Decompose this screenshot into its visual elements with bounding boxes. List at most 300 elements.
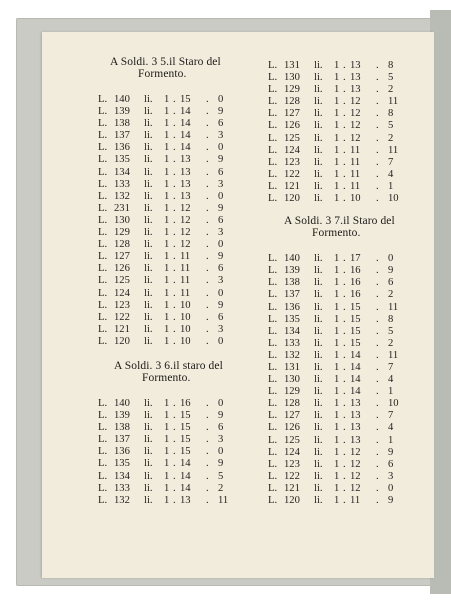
separator: . <box>343 301 346 313</box>
separator: . <box>343 374 346 386</box>
denari-value: 6 <box>218 166 224 178</box>
soldi-value: 12 <box>350 458 361 470</box>
lire-value: 1 <box>164 239 170 251</box>
lire-value: 1 <box>334 482 340 494</box>
denari-value: 3 <box>218 178 224 190</box>
section-heading <box>114 360 248 384</box>
li-label: li. <box>144 275 153 287</box>
lire-amount: 120 <box>284 193 300 205</box>
book-page <box>42 32 434 578</box>
denari-value: 11 <box>388 96 399 108</box>
l-marker: L. <box>98 494 108 506</box>
l-marker: L. <box>268 84 278 96</box>
l-marker: L. <box>268 60 278 71</box>
table-row <box>268 495 418 507</box>
lire-value: 1 <box>334 301 340 313</box>
table-row <box>268 471 418 483</box>
l-marker: L. <box>268 144 278 156</box>
lire-value: 1 <box>334 458 340 470</box>
separator: . <box>376 120 379 132</box>
soldi-value: 14 <box>180 130 191 142</box>
separator: . <box>376 458 379 470</box>
li-label: li. <box>144 214 153 226</box>
soldi-value: 16 <box>350 265 361 277</box>
li-label: li. <box>314 253 323 265</box>
l-marker: L. <box>268 289 278 301</box>
table-row <box>268 120 418 132</box>
li-label: li. <box>314 410 323 422</box>
li-label: li. <box>314 422 323 434</box>
denari-value: 9 <box>218 299 224 311</box>
right-column <box>268 60 418 507</box>
l-marker: L. <box>268 482 278 494</box>
lire-amount: 140 <box>114 397 130 409</box>
separator: . <box>206 470 209 482</box>
lire-amount: 138 <box>284 277 300 289</box>
separator: . <box>343 289 346 301</box>
lire-amount: 122 <box>284 470 300 482</box>
separator: . <box>206 458 209 470</box>
separator: . <box>376 277 379 289</box>
denari-value: 9 <box>218 106 224 118</box>
table-row <box>98 398 248 410</box>
denari-value: 7 <box>388 156 394 168</box>
separator: . <box>376 96 379 108</box>
separator: . <box>173 458 176 470</box>
table-row <box>98 275 248 287</box>
l-marker: L. <box>98 214 108 226</box>
lire-value: 1 <box>164 130 170 142</box>
lire-value: 1 <box>164 494 170 506</box>
table-row <box>98 446 248 458</box>
lire-amount: 124 <box>114 287 130 299</box>
separator: . <box>343 168 346 180</box>
soldi-value: 14 <box>350 349 361 361</box>
separator: . <box>206 275 209 287</box>
li-label: li. <box>314 313 323 325</box>
l-marker: L. <box>268 349 278 361</box>
separator: . <box>206 263 209 275</box>
lire-value: 1 <box>334 180 340 192</box>
l-marker: L. <box>268 361 278 373</box>
soldi-value: 12 <box>180 239 191 251</box>
lire-value: 1 <box>334 72 340 84</box>
lire-amount: 134 <box>284 325 300 337</box>
denari-value: 5 <box>218 470 224 482</box>
table-row <box>98 106 248 118</box>
separator: . <box>376 446 379 458</box>
denari-value: 4 <box>388 374 394 386</box>
separator: . <box>173 130 176 142</box>
denari-value: 1 <box>388 180 394 192</box>
soldi-value: 13 <box>350 410 361 422</box>
separator: . <box>343 349 346 361</box>
li-label: li. <box>144 397 153 409</box>
l-marker: L. <box>268 337 278 349</box>
lire-value: 1 <box>334 277 340 289</box>
denari-value: 0 <box>218 239 224 251</box>
separator: . <box>343 108 346 120</box>
separator: . <box>343 193 346 205</box>
li-label: li. <box>144 482 153 494</box>
lire-value: 1 <box>334 495 340 506</box>
separator: . <box>206 482 209 494</box>
separator: . <box>206 227 209 239</box>
separator: . <box>376 132 379 144</box>
separator: . <box>343 180 346 192</box>
separator: . <box>206 166 209 178</box>
denari-value: 9 <box>218 251 224 263</box>
separator: . <box>376 265 379 277</box>
separator: . <box>343 253 346 265</box>
l-marker: L. <box>98 434 108 446</box>
separator: . <box>376 325 379 337</box>
lire-amount: 121 <box>284 180 300 192</box>
soldi-value: 13 <box>180 494 191 506</box>
soldi-value: 13 <box>350 84 361 96</box>
lire-amount: 134 <box>114 166 130 178</box>
separator: . <box>376 72 379 84</box>
separator: . <box>173 494 176 506</box>
soldi-value: 15 <box>350 301 361 313</box>
l-marker: L. <box>98 142 108 154</box>
table-row <box>98 422 248 434</box>
lire-value: 1 <box>334 144 340 156</box>
separator: . <box>206 214 209 226</box>
lire-value: 1 <box>164 287 170 299</box>
heading-line: A Soldi. 3 7.il Staro del <box>284 215 395 228</box>
lire-value: 1 <box>334 422 340 434</box>
l-marker: L. <box>98 410 108 422</box>
li-label: li. <box>144 311 153 323</box>
denari-value: 0 <box>218 446 224 458</box>
soldi-value: 12 <box>180 202 191 214</box>
separator: . <box>343 277 346 289</box>
separator: . <box>343 337 346 349</box>
denari-value: 0 <box>218 142 224 154</box>
table-row <box>98 142 248 154</box>
separator: . <box>206 190 209 202</box>
denari-value: 0 <box>218 397 224 409</box>
li-label: li. <box>314 168 323 180</box>
lire-value: 1 <box>334 289 340 301</box>
lire-amount: 139 <box>114 106 130 118</box>
soldi-value: 12 <box>180 227 191 239</box>
lire-value: 1 <box>164 446 170 458</box>
separator: . <box>173 106 176 118</box>
table-row <box>98 312 248 324</box>
li-label: li. <box>314 325 323 337</box>
li-label: li. <box>144 458 153 470</box>
lire-value: 1 <box>334 265 340 277</box>
denari-value: 9 <box>218 154 224 166</box>
price-table <box>98 94 248 348</box>
lire-amount: 127 <box>114 251 130 263</box>
lire-value: 1 <box>334 434 340 446</box>
denari-value: 9 <box>218 410 224 422</box>
lire-amount: 131 <box>284 60 300 71</box>
lire-value: 1 <box>334 96 340 108</box>
lire-amount: 121 <box>114 323 130 335</box>
denari-value: 9 <box>218 202 224 214</box>
denari-value: 2 <box>388 289 394 301</box>
li-label: li. <box>314 108 323 120</box>
l-marker: L. <box>98 178 108 190</box>
l-marker: L. <box>268 470 278 482</box>
table-row <box>268 96 418 108</box>
l-marker: L. <box>98 422 108 434</box>
separator: . <box>376 470 379 482</box>
table-row <box>98 495 248 507</box>
l-marker: L. <box>98 299 108 311</box>
soldi-value: 11 <box>180 275 191 287</box>
separator: . <box>173 202 176 214</box>
l-marker: L. <box>98 190 108 202</box>
lire-amount: 127 <box>284 108 300 120</box>
soldi-value: 13 <box>180 154 191 166</box>
lire-amount: 140 <box>114 94 130 105</box>
soldi-value: 11 <box>180 251 191 263</box>
separator: . <box>343 470 346 482</box>
separator: . <box>343 410 346 422</box>
li-label: li. <box>314 193 323 205</box>
separator: . <box>343 446 346 458</box>
soldi-value: 13 <box>350 398 361 410</box>
li-label: li. <box>144 263 153 275</box>
lire-value: 1 <box>334 470 340 482</box>
lire-value: 1 <box>334 60 340 71</box>
separator: . <box>343 132 346 144</box>
lire-value: 1 <box>334 253 340 265</box>
table-row <box>268 145 418 157</box>
lire-amount: 136 <box>284 301 300 313</box>
lire-value: 1 <box>334 410 340 422</box>
li-label: li. <box>144 202 153 214</box>
denari-value: 11 <box>388 349 399 361</box>
heading-line: Formento. <box>312 227 361 240</box>
denari-value: 2 <box>388 337 394 349</box>
separator: . <box>376 60 379 71</box>
separator: . <box>376 337 379 349</box>
l-marker: L. <box>268 96 278 108</box>
soldi-value: 10 <box>180 335 191 347</box>
table-row <box>268 302 418 314</box>
lire-amount: 130 <box>284 374 300 386</box>
li-label: li. <box>144 299 153 311</box>
denari-value: 3 <box>218 323 224 335</box>
l-marker: L. <box>98 118 108 130</box>
separator: . <box>343 458 346 470</box>
denari-value: 11 <box>218 494 229 506</box>
separator: . <box>173 263 176 275</box>
denari-value: 6 <box>218 118 224 130</box>
denari-value: 7 <box>388 410 394 422</box>
table-row <box>268 459 418 471</box>
li-label: li. <box>314 349 323 361</box>
separator: . <box>173 482 176 494</box>
denari-value: 8 <box>388 313 394 325</box>
lire-amount: 131 <box>284 361 300 373</box>
lire-value: 1 <box>164 142 170 154</box>
soldi-value: 15 <box>180 446 191 458</box>
soldi-value: 13 <box>350 434 361 446</box>
li-label: li. <box>314 361 323 373</box>
lire-amount: 123 <box>114 299 130 311</box>
li-label: li. <box>314 289 323 301</box>
separator: . <box>343 495 346 506</box>
l-marker: L. <box>98 166 108 178</box>
l-marker: L. <box>98 239 108 251</box>
l-marker: L. <box>98 470 108 482</box>
separator: . <box>376 144 379 156</box>
separator: . <box>173 190 176 202</box>
denari-value: 1 <box>388 434 394 446</box>
table-row <box>98 179 248 191</box>
lire-value: 1 <box>334 398 340 410</box>
l-marker: L. <box>98 154 108 166</box>
lire-value: 1 <box>164 323 170 335</box>
lire-amount: 136 <box>114 446 130 458</box>
table-row <box>98 94 248 106</box>
soldi-value: 12 <box>350 120 361 132</box>
denari-value: 3 <box>218 227 224 239</box>
table-row <box>268 362 418 374</box>
separator: . <box>173 446 176 458</box>
table-row <box>98 239 248 251</box>
separator: . <box>173 166 176 178</box>
separator: . <box>173 397 176 409</box>
separator: . <box>206 494 209 506</box>
lire-amount: 124 <box>284 446 300 458</box>
soldi-value: 12 <box>350 108 361 120</box>
soldi-value: 11 <box>350 156 361 168</box>
li-label: li. <box>314 374 323 386</box>
l-marker: L. <box>98 287 108 299</box>
denari-value: 4 <box>388 168 394 180</box>
li-label: li. <box>314 301 323 313</box>
li-label: li. <box>144 410 153 422</box>
denari-value: 2 <box>388 84 394 96</box>
li-label: li. <box>314 482 323 494</box>
denari-value: 0 <box>218 335 224 347</box>
separator: . <box>173 470 176 482</box>
li-label: li. <box>144 166 153 178</box>
separator: . <box>206 410 209 422</box>
soldi-value: 12 <box>180 214 191 226</box>
soldi-value: 16 <box>180 397 191 409</box>
denari-value: 8 <box>388 108 394 120</box>
denari-value: 9 <box>388 265 394 277</box>
lire-value: 1 <box>334 386 340 398</box>
separator: . <box>343 361 346 373</box>
li-label: li. <box>144 287 153 299</box>
lire-amount: 133 <box>114 178 130 190</box>
li-label: li. <box>314 60 323 71</box>
li-label: li. <box>144 494 153 506</box>
separator: . <box>206 335 209 347</box>
lire-value: 1 <box>164 335 170 347</box>
lire-amount: 126 <box>284 120 300 132</box>
li-label: li. <box>314 337 323 349</box>
lire-amount: 132 <box>114 494 130 506</box>
lire-amount: 121 <box>284 482 300 494</box>
separator: . <box>376 253 379 265</box>
li-label: li. <box>314 132 323 144</box>
soldi-value: 10 <box>180 299 191 311</box>
denari-value: 6 <box>218 263 224 275</box>
separator: . <box>343 434 346 446</box>
li-label: li. <box>144 335 153 347</box>
lire-amount: 136 <box>114 142 130 154</box>
soldi-value: 15 <box>180 94 191 105</box>
l-marker: L. <box>268 374 278 386</box>
separator: . <box>206 130 209 142</box>
soldi-value: 12 <box>350 470 361 482</box>
soldi-value: 11 <box>350 180 361 192</box>
separator: . <box>206 323 209 335</box>
lire-value: 1 <box>164 263 170 275</box>
lire-amount: 123 <box>284 458 300 470</box>
table-row <box>268 169 418 181</box>
denari-value: 0 <box>218 190 224 202</box>
lire-amount: 133 <box>114 482 130 494</box>
soldi-value: 17 <box>350 253 361 265</box>
l-marker: L. <box>98 482 108 494</box>
lire-amount: 130 <box>284 72 300 84</box>
table-row <box>98 130 248 142</box>
l-marker: L. <box>98 311 108 323</box>
denari-value: 6 <box>388 458 394 470</box>
separator: . <box>206 446 209 458</box>
soldi-value: 12 <box>350 96 361 108</box>
denari-value: 3 <box>218 275 224 287</box>
heading-line: Formento. <box>138 68 187 80</box>
li-label: li. <box>314 84 323 96</box>
lire-amount: 137 <box>114 130 130 142</box>
lire-amount: 128 <box>284 398 300 410</box>
denari-value: 3 <box>388 470 394 482</box>
l-marker: L. <box>98 263 108 275</box>
l-marker: L. <box>268 446 278 458</box>
soldi-value: 11 <box>350 144 361 156</box>
lire-amount: 133 <box>284 337 300 349</box>
lire-amount: 123 <box>284 156 300 168</box>
l-marker: L. <box>268 168 278 180</box>
lire-amount: 138 <box>114 118 130 130</box>
lire-value: 1 <box>334 168 340 180</box>
lire-value: 1 <box>164 154 170 166</box>
soldi-value: 15 <box>180 434 191 446</box>
soldi-value: 13 <box>350 72 361 84</box>
lire-amount: 139 <box>284 265 300 277</box>
lire-value: 1 <box>334 337 340 349</box>
table-row <box>268 410 418 422</box>
lire-amount: 120 <box>114 335 130 347</box>
lire-amount: 137 <box>114 434 130 446</box>
l-marker: L. <box>268 253 278 265</box>
table-row <box>98 215 248 227</box>
table-row <box>98 300 248 312</box>
separator: . <box>206 178 209 190</box>
li-label: li. <box>314 495 323 506</box>
denari-value: 2 <box>388 132 394 144</box>
denari-value: 0 <box>388 482 394 494</box>
l-marker: L. <box>268 120 278 132</box>
separator: . <box>343 72 346 84</box>
table-row <box>268 133 418 145</box>
lire-amount: 120 <box>284 495 300 506</box>
soldi-value: 10 <box>350 193 361 205</box>
